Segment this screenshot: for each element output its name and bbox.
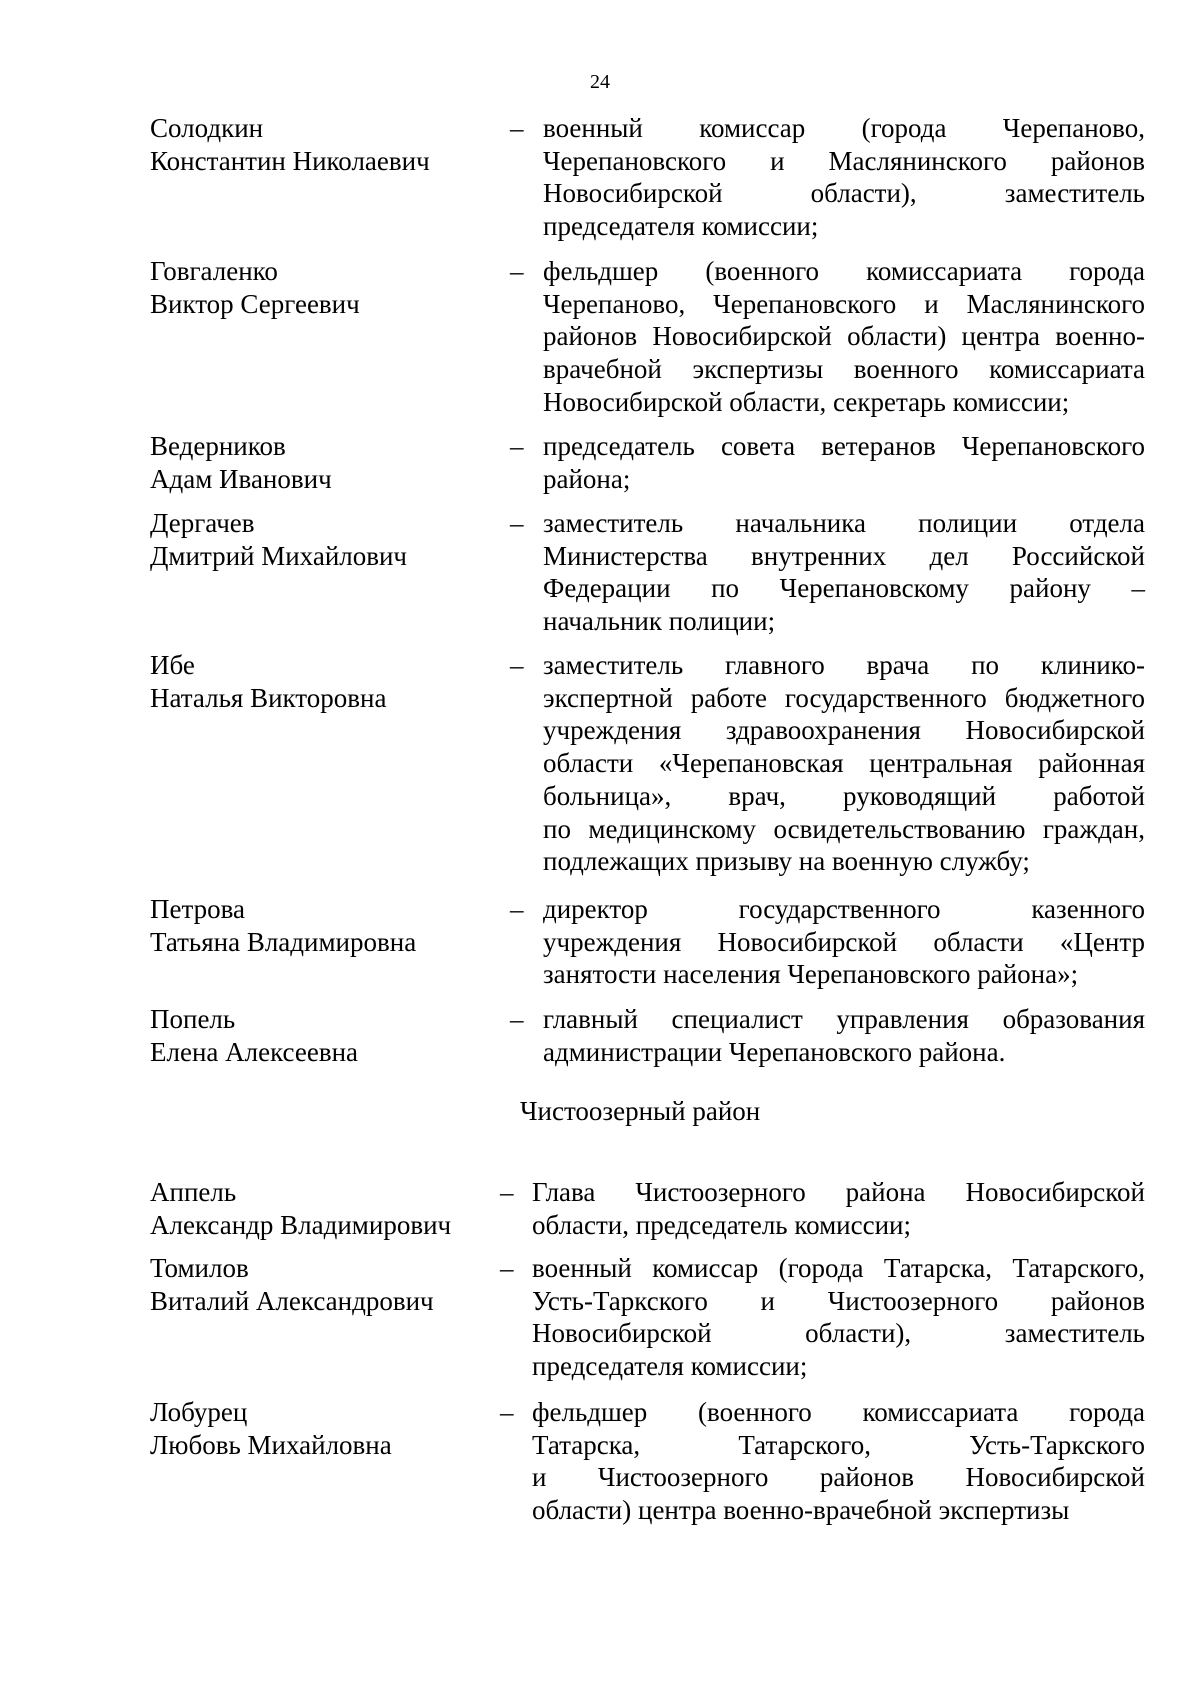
dash-separator: – xyxy=(500,1397,514,1427)
member-position-line: и Чистоозерного районов Новосибирской xyxy=(532,1462,1145,1493)
dash-separator: – xyxy=(510,256,524,286)
member-name xyxy=(150,1176,490,1241)
dash-separator: – xyxy=(510,894,524,924)
member-position-line: Усть-Таркского и Чистоозерного районов xyxy=(532,1285,1145,1316)
member-name xyxy=(150,430,490,495)
member-position-line: директор государственного казенного xyxy=(543,894,1145,924)
member-name-line: Татьяна Владимировна xyxy=(150,926,417,957)
member-name xyxy=(150,893,490,958)
member-position-line: экспертной работе государственного бюджетного xyxy=(543,682,1145,713)
member-position xyxy=(543,649,1145,878)
dash-separator: – xyxy=(510,650,524,680)
member-position-line: председатель совета ветеранов Черепановского xyxy=(543,431,1145,461)
member-name-line: Солодкин xyxy=(150,113,264,143)
member-name xyxy=(150,1003,490,1068)
member-name-line: Попель xyxy=(150,1004,236,1034)
member-position-line: Федерации по Черепановскому району – xyxy=(543,573,1145,604)
member-position xyxy=(543,507,1145,638)
member-name-line: Лобурец xyxy=(150,1397,248,1427)
member-position-line: Новосибирской области), заместитель xyxy=(543,178,1145,209)
member-name-line: Наталья Викторовна xyxy=(150,682,387,713)
member-position-line: области) центра военно-врачебной экспертизы xyxy=(532,1495,1070,1526)
member-name-line: Говгаленко xyxy=(150,256,278,286)
member-position-line: врачебной экспертизы военного комиссариата xyxy=(543,354,1145,385)
member-position-line: больница», врач, руководящий работой xyxy=(543,780,1145,811)
member-position xyxy=(543,893,1145,991)
member-position-line: Глава Чистоозерного района Новосибирской xyxy=(532,1177,1145,1207)
member-name-line: Любовь Михайловна xyxy=(150,1429,392,1460)
member-position xyxy=(543,255,1145,419)
member-position-line: районов Новосибирской области) центра военно- xyxy=(543,321,1145,352)
member-name-line: Дмитрий Михайлович xyxy=(150,540,408,571)
member-position-line: председателя комиссии; xyxy=(532,1351,808,1382)
member-position xyxy=(532,1396,1145,1527)
member-position-line: начальник полиции; xyxy=(543,606,776,637)
member-position-line: фельдшер (военного комиссариата города xyxy=(543,256,1145,286)
member-name-line: Константин Николаевич xyxy=(150,145,430,176)
member-name xyxy=(150,649,490,714)
member-position-line: Новосибирской области), заместитель xyxy=(532,1318,1145,1349)
member-position-line: Черепаново, Черепановского и Маслянинского xyxy=(543,288,1145,319)
member-name-line: Ведерников xyxy=(150,431,286,461)
member-position-line: заместитель начальника полиции отдела xyxy=(543,508,1145,538)
member-position-line: заместитель главного врача по клинико- xyxy=(543,650,1145,680)
member-position-line: Черепановского и Маслянинского районов xyxy=(543,145,1145,176)
member-position-line: учреждения здравоохранения Новосибирской xyxy=(543,715,1145,746)
member-position-line: подлежащих призыву на военную службу; xyxy=(543,846,1030,877)
member-position-line: по медицинскому освидетельствованию граждан, xyxy=(543,813,1145,844)
dash-separator: – xyxy=(510,1004,524,1034)
member-position-line: фельдшер (военного комиссариата города xyxy=(532,1397,1145,1427)
member-position-line: района; xyxy=(543,463,631,494)
member-position xyxy=(543,1003,1145,1068)
member-name-line: Виктор Сергеевич xyxy=(150,288,360,319)
member-position-line: области, председатель комиссии; xyxy=(532,1209,911,1240)
member-position-line: главный специалист управления образования xyxy=(543,1004,1145,1034)
dash-separator: – xyxy=(500,1177,514,1207)
member-name-line: Томилов xyxy=(150,1253,249,1283)
member-position-line: Татарска, Татарского, Усть-Таркского xyxy=(532,1429,1145,1460)
dash-separator: – xyxy=(510,113,524,143)
member-position xyxy=(532,1252,1145,1383)
member-name-line: Петрова xyxy=(150,894,245,924)
member-name-line: Виталий Александрович xyxy=(150,1285,434,1316)
member-name-line: Елена Алексеевна xyxy=(150,1036,358,1067)
member-name xyxy=(150,1396,490,1461)
member-position-line: председателя комиссии; xyxy=(543,211,819,242)
member-position-line: военный комиссар (города Черепаново, xyxy=(543,113,1145,143)
member-position xyxy=(543,430,1145,495)
member-position xyxy=(532,1176,1145,1241)
member-name xyxy=(150,112,490,177)
member-name xyxy=(150,255,490,320)
member-name-line: Ибе xyxy=(150,650,195,680)
member-name-line: Александр Владимирович xyxy=(150,1209,452,1240)
member-position-line: области «Черепановская центральная районная xyxy=(543,748,1145,779)
dash-separator: – xyxy=(510,508,524,538)
page-number: 24 xyxy=(590,71,610,93)
member-position-line: Новосибирской области, секретарь комиссии; xyxy=(543,386,1070,417)
dash-separator: – xyxy=(500,1253,514,1283)
member-name xyxy=(150,507,490,572)
member-name xyxy=(150,1252,490,1317)
dash-separator: – xyxy=(510,431,524,461)
member-name-line: Аппель xyxy=(150,1177,237,1207)
section-heading: Чистоозерный район xyxy=(520,1096,761,1126)
member-position xyxy=(543,112,1145,243)
member-name-line: Адам Иванович xyxy=(150,463,332,494)
member-position-line: учреждения Новосибирской области «Центр xyxy=(543,926,1145,957)
member-name-line: Дергачев xyxy=(150,508,255,538)
member-position-line: Министерства внутренних дел Российской xyxy=(543,540,1145,571)
member-position-line: военный комиссар (города Татарска, Татарского, xyxy=(532,1253,1145,1283)
member-position-line: занятости населения Черепановского района»; xyxy=(543,959,1079,990)
member-position-line: администрации Черепановского района. xyxy=(543,1036,1006,1067)
